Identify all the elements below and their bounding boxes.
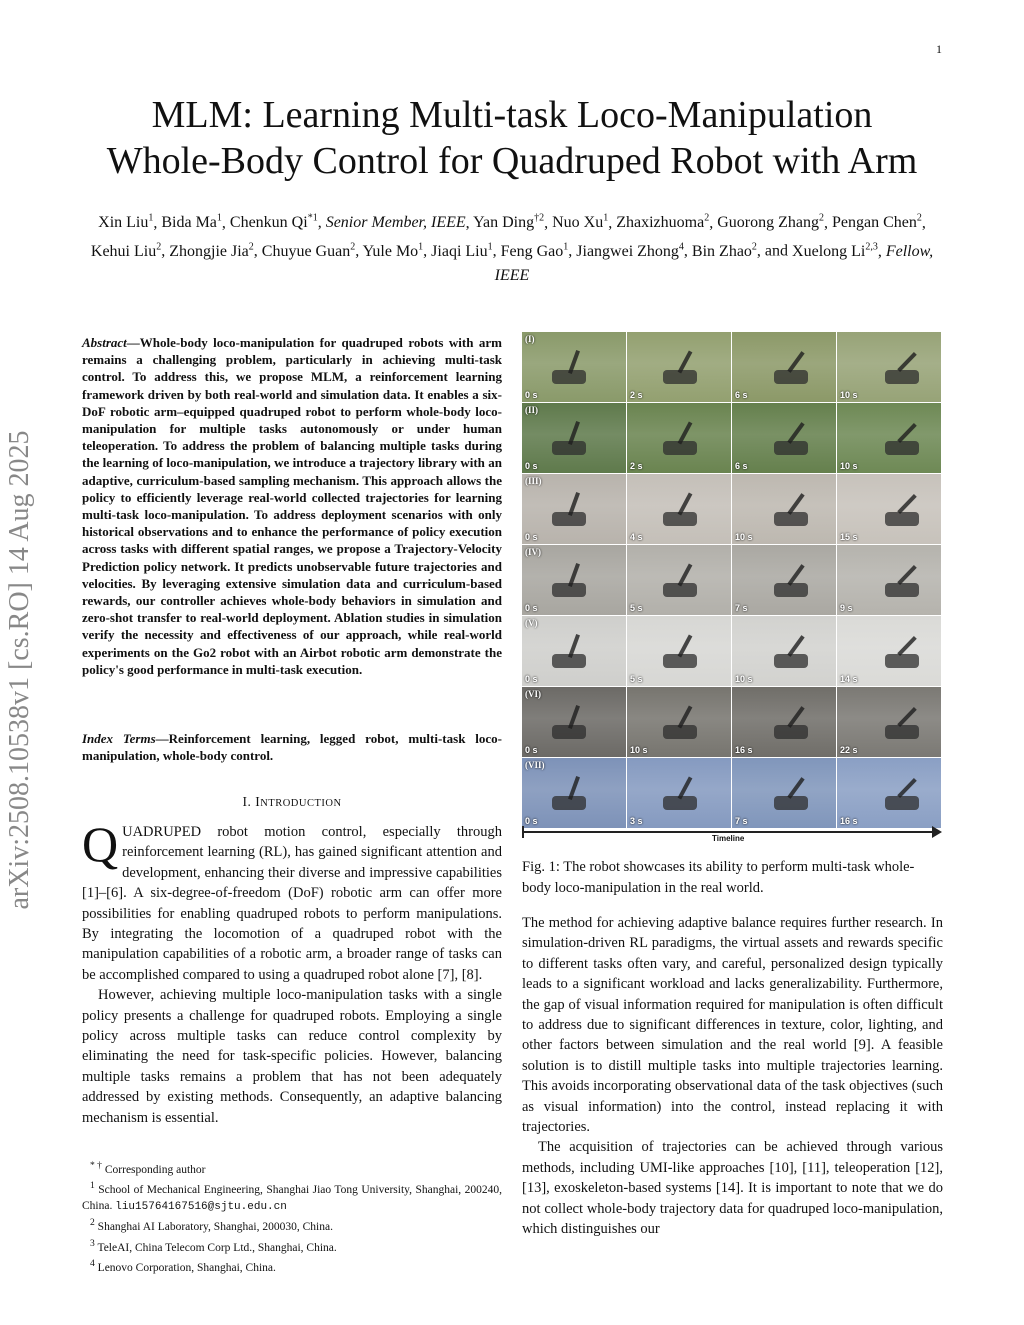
figure-panel-photo <box>627 687 731 757</box>
figure-panel-photo <box>732 687 836 757</box>
figure-panel-photo <box>837 474 941 544</box>
robot-silhouette <box>885 725 919 739</box>
author: Xuelong Li$^{2,3}$, Fellow, IEEE <box>494 241 934 284</box>
author: Chenkun Qi$^{*1}$, Senior Member, IEEE <box>229 213 466 232</box>
panel-time-label: 6 s <box>735 461 748 471</box>
intro-paragraph-2: However, achieving multiple loco-manipulation tasks with a single policy presents a challenge for quadruped robots. Employing a single policy across multiple tasks can reduce control complexity by eliminating the need for task-specific policies. However, balancing multiple tasks remains a problem that has not been adequately addressed by existing methods. Consequently, an adaptive balancing mechanism is essential. <box>82 987 502 1126</box>
panel-time-label: 6 s <box>735 390 748 400</box>
panel-time-label: 10 s <box>735 532 753 542</box>
figure-row <box>522 403 942 473</box>
figure-row <box>522 474 942 544</box>
panel-time-label: 0 s <box>525 390 538 400</box>
figure-panel-photo <box>837 687 941 757</box>
author: Nuo Xu$^1$ <box>552 213 609 232</box>
section-title: INTRODUCTION <box>255 794 342 809</box>
timeline-arrow-icon <box>932 826 942 838</box>
figure-row <box>522 545 942 615</box>
author: Yule Mo$^1$ <box>362 241 424 260</box>
index-terms-label: Index Terms <box>82 731 156 746</box>
panel-time-label: 15 s <box>840 532 858 542</box>
robot-arm-silhouette <box>897 778 917 798</box>
figure-panel-photo <box>522 545 626 615</box>
figure-panel-photo <box>732 758 836 828</box>
figure-panel-photo <box>522 474 626 544</box>
panel-time-label: 14 s <box>840 674 858 684</box>
figure-panel-photo <box>627 332 731 402</box>
figure-row-label: (II) <box>525 405 538 415</box>
intro-paragraph-1-text: UADRUPED robot motion control, especially through reinforcement learning (RL), has gained significant attention and development, enhancing their diverse and impressive capabilities [1]–[6]. A six-degree-of-freedom (DoF) robotic arm can offer more possibilities for enabling quadruped robots to perform manipulations. By integrating the locomotion of a quadruped robot with the manipulation capabilities of a robotic arm, a broader range of tasks can be accomplished compared to using a quadruped robot alone [7], [8]. <box>82 824 502 983</box>
panel-time-label: 7 s <box>735 816 748 826</box>
panel-time-label: 2 s <box>630 461 643 471</box>
title-line-2: Whole-Body Control for Quadruped Robot with Arm <box>106 140 918 182</box>
author: Pengan Chen$^2$ <box>831 213 922 232</box>
figure-row-label: (VII) <box>525 760 545 770</box>
panel-time-label: 5 s <box>630 674 643 684</box>
robot-arm-silhouette <box>897 707 917 727</box>
panel-time-label: 16 s <box>735 745 753 755</box>
title-line-1: MLM: Learning Multi-task Loco-Manipulation <box>151 94 873 136</box>
panel-time-label: 2 s <box>630 390 643 400</box>
author: Jiangwei Zhong$^4$ <box>576 241 684 260</box>
figure-row <box>522 687 942 757</box>
panel-time-label: 10 s <box>840 461 858 471</box>
figure-1-photo-grid <box>522 332 942 829</box>
figure-panel-photo <box>732 403 836 473</box>
figure-panel-photo <box>732 332 836 402</box>
abstract-label: Abstract <box>82 335 127 350</box>
panel-time-label: 9 s <box>840 603 853 613</box>
figure-panel-photo <box>837 616 941 686</box>
footnotes <box>82 1158 502 1277</box>
author: Jiaqi Liu$^1$ <box>431 241 493 260</box>
panel-time-label: 0 s <box>525 603 538 613</box>
panel-time-label: 0 s <box>525 816 538 826</box>
author: Bida Ma$^1$ <box>161 213 222 232</box>
intro-paragraph-1 <box>82 816 502 985</box>
index-terms-text: Reinforcement learning, legged robot, multi-task loco-manipulation, whole-body control. <box>82 731 502 764</box>
robot-arm-silhouette <box>897 494 917 514</box>
paper-title <box>40 92 984 184</box>
figure-panel-photo <box>837 545 941 615</box>
right-paragraph-2: The acquisition of trajectories can be achieved through various methods, including UMI-like approaches [10], [11], teleoperation [12], [13], exoskeleton-based systems [14]. It is important to note that we do not collect whole-body trajectory data for quadruped loco-manipulation, which distinguishes our <box>522 1139 943 1238</box>
abstract-text: Whole-body loco-manipulation for quadruped robots with arm remains a challenging problem, particularly in achieving multi-task control. To address this, we propose MLM, a reinforcement learning framework driven by both real-world and simulation data. It enables a six-DoF robotic arm–equipped quadruped robot to perform whole-body loco-manipulation for multiple tasks autonomously or under human teleoperation. To address the problem of balancing multiple tasks during the learning of loco-manipulation, we introduce a trajectory library with an adaptive, curriculum-based sampling mechanism. This approach allows the policy to efficiently leverage real-world collected trajectories for learning multi-task loco-manipulation. To address deployment scenarios with only historical observations and to enhance the performance of policy execution across tasks with different spatial ranges, we propose a Trajectory-Velocity Prediction policy network. It predicts unobservable future trajectories and velocities. By leveraging extensive simulation data and curriculum-based rewards, our controller achieves whole-body behaviors in simulation and zero-shot transfer to real-world deployment. Ablation studies in simulation verify the necessity and effectiveness of our approach, while real-world experiments on the Go2 robot with an Airbot robotic arm demonstrate the policy's good performance in multi-task execution. <box>82 335 502 677</box>
robot-arm-silhouette <box>897 352 917 372</box>
footnote-4: $^4$ Lenovo Corporation, Shanghai, China. <box>90 1258 276 1275</box>
figure-panel-photo <box>627 616 731 686</box>
panel-time-label: 0 s <box>525 461 538 471</box>
figure-row-label: (IV) <box>525 547 541 557</box>
figure-panel-photo <box>732 474 836 544</box>
arxiv-sidebar <box>0 370 40 970</box>
robot-arm-silhouette <box>897 565 917 585</box>
figure-panel-photo <box>837 403 941 473</box>
author: Zhongjie Jia$^2$ <box>169 241 254 260</box>
footnote-2: $^2$ Shanghai AI Laboratory, Shanghai, 200030, China. <box>90 1217 333 1234</box>
figure-row <box>522 758 942 828</box>
figure-panel-photo <box>522 403 626 473</box>
panel-time-label: 3 s <box>630 816 643 826</box>
robot-arm-silhouette <box>897 423 917 443</box>
figure-row-label: (VI) <box>525 689 541 699</box>
figure-panel-photo <box>522 332 626 402</box>
robot-silhouette <box>885 583 919 597</box>
figure-panel-photo <box>627 403 731 473</box>
robot-silhouette <box>885 441 919 455</box>
panel-time-label: 22 s <box>840 745 858 755</box>
footnote-corresponding: * † Corresponding author <box>90 1160 206 1176</box>
author: Chuyue Guan$^2$ <box>261 241 356 260</box>
author: Guorong Zhang$^2$ <box>717 213 824 232</box>
figure-timeline <box>522 824 942 844</box>
author: Bin Zhao$^2$ <box>691 241 757 260</box>
panel-time-label: 16 s <box>840 816 858 826</box>
panel-time-label: 7 s <box>735 603 748 613</box>
figure-1-caption: Fig. 1: The robot showcases its ability to perform multi-task whole-body loco-manipulation in the real world. <box>522 859 915 896</box>
panel-time-label: 5 s <box>630 603 643 613</box>
author: Yan Ding$^{\dagger 2}$ <box>473 213 545 232</box>
panel-time-label: 10 s <box>840 390 858 400</box>
figure-panel-photo <box>627 474 731 544</box>
figure-panel-photo <box>627 758 731 828</box>
figure-panel-photo <box>732 545 836 615</box>
panel-time-label: 10 s <box>735 674 753 684</box>
panel-time-label: 4 s <box>630 532 643 542</box>
author: Kehui Liu$^2$ <box>90 241 162 260</box>
index-terms: Index Terms—Reinforcement learning, legged robot, multi-task loco-manipulation, whole-body control. <box>82 731 502 764</box>
figure-panel-photo <box>837 758 941 828</box>
robot-silhouette <box>885 370 919 384</box>
panel-time-label: 10 s <box>630 745 648 755</box>
figure-row <box>522 332 942 402</box>
figure-row-label: (I) <box>525 334 535 344</box>
abstract: Abstract—Whole-body loco-manipulation for quadruped robots with arm remains a challenging problem, particularly in achieving multi-task control. To address this, we propose MLM, a reinforcement learning framework driven by both real-world and simulation data. It enables a six-DoF robotic arm–equipped quadruped robot to perform whole-body loco-manipulation for multiple tasks autonomously or under human teleoperation. To address the problem of balancing multiple tasks during the learning of loco-manipulation, we introduce a trajectory library with an adaptive, curriculum-based sampling mechanism. This approach allows the policy to efficiently leverage real-world collected trajectories for learning multi-task loco-manipulation. To address deployment scenarios with only historical observations and to enhance the performance of policy execution across tasks with different spatial ranges, we propose a Trajectory-Velocity Prediction policy network. It predicts unobservable future trajectories and velocities. By leveraging extensive simulation data and curriculum-based rewards, our controller achieves whole-body behaviors in simulation and zero-shot transfer to real-world deployment. Ablation studies in simulation verify the necessity and effectiveness of our approach, while real-world experiments on the Go2 robot with an Airbot robotic arm demonstrate the policy's good performance in multi-task execution. <box>82 335 502 677</box>
figure-row-label: (V) <box>525 618 538 628</box>
intro-body <box>82 816 502 1128</box>
robot-silhouette <box>885 796 919 810</box>
footnote-1: $^1$ School of Mechanical Engineering, Shanghai Jiao Tong University, Shanghai, 200240, China. liu15764167516@sjtu.edu.cn <box>82 1180 502 1213</box>
drop-cap: Q <box>82 816 119 872</box>
timeline-start-tick <box>522 826 524 838</box>
panel-time-label: 0 s <box>525 674 538 684</box>
figure-panel-photo <box>627 545 731 615</box>
author-list: Xin Liu$^1$, Bida Ma$^1$, Chenkun Qi$^{*1}$, Senior Member, IEEE, Yan Ding$^{\dagger 2}$, Nuo Xu$^1$, Zhaxizhuoma$^2$, Guorong Zhang$^2$, Pengan Chen$^2$, Kehui Liu$^2$, Zhongjie Jia$^2$, Chuyue Guan$^2$, Yule Mo$^1$, Jiaqi Liu$^1$, Feng Gao$^1$, Jiangwei Zhong$^4$, Bin Zhao$^2$, and Xuelong Li$^{2,3}$, Fellow, IEEE <box>90 213 934 284</box>
figure-row <box>522 616 942 686</box>
timeline-line <box>522 831 936 833</box>
panel-time-label: 0 s <box>525 532 538 542</box>
author: Xin Liu$^1$ <box>98 213 154 232</box>
robot-silhouette <box>885 512 919 526</box>
author: Feng Gao$^1$ <box>500 241 569 260</box>
section-number: I. <box>242 794 252 809</box>
timeline-label: Timeline <box>712 834 745 843</box>
figure-row-label: (III) <box>525 476 542 486</box>
author-email-link[interactable]: liu15764167516@sjtu.edu.cn <box>115 1200 287 1213</box>
author: Zhaxizhuoma$^2$ <box>616 213 710 232</box>
figure-panel-photo <box>522 687 626 757</box>
figure-panel-photo <box>522 616 626 686</box>
right-paragraph-1: The method for achieving adaptive balance requires further research. In simulation-driven RL paradigms, the virtual assets and rewards specific to different tasks often vary, and careful, personalized design typically leads to a significant workload and lacks generalizability. Furthermore, the gap of visual information required for manipulation is often difficult to address due to significant differences in texture, color, lighting, and other factors between simulation and the real world [9]. A feasible solution is to distill multiple tasks into multiple trajectories learning. This avoids incorporating observational data of the task objectives (such as visual information) into the control, instead replacing it with trajectories. <box>522 915 943 1136</box>
figure-panel-photo <box>837 332 941 402</box>
arxiv-identifier[interactable]: arXiv:2508.10538v1 [cs.RO] 14 Aug 2025 <box>4 430 35 910</box>
section-heading <box>82 794 502 810</box>
figure-panel-photo <box>732 616 836 686</box>
figure-panel-photo <box>522 758 626 828</box>
right-column-body <box>522 913 943 1240</box>
page-number: 1 <box>936 42 942 56</box>
robot-arm-silhouette <box>897 636 917 656</box>
panel-time-label: 0 s <box>525 745 538 755</box>
robot-silhouette <box>885 654 919 668</box>
footnote-3: $^3$ TeleAI, China Telecom Corp Ltd., Shanghai, China. <box>90 1237 337 1254</box>
